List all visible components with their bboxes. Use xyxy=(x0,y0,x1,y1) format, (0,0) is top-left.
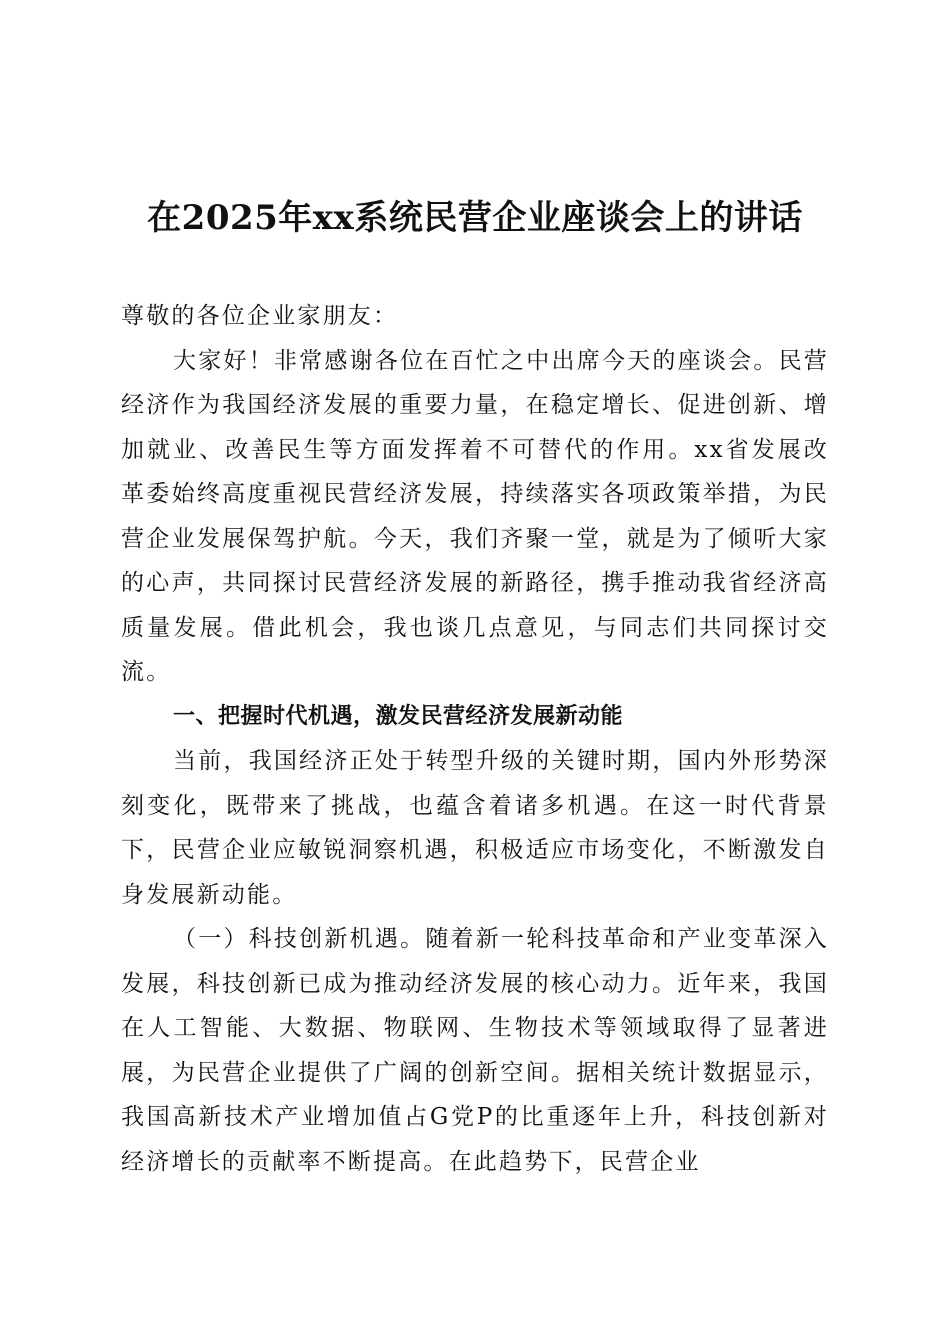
section-heading-1: 一、把握时代机遇，激发民营经济发展新动能 xyxy=(173,703,624,729)
salutation: 尊敬的各位企业家朋友： xyxy=(121,303,399,329)
document-title: 在2025年xx系统民营企业座谈会上的讲话 xyxy=(147,198,803,238)
paragraph-tech-innovation: （一）科技创新机遇。随着新一轮科技革命和产业变革深入发展，科技创新已成为推动经济发展的核心动力。近年来，我国在人工智能、大数据、物联网、生物技术等领域取得了显著进展，为民营企业提供了广阔的创新空间。据相关统计数据显示，我国高新技术产业增加值占G党P的比重逐年上升，科技创新对经济增长的贡献率不断提高。在此趋势下，民营企业 xyxy=(121,926,829,1175)
paragraph-opening: 大家好！非常感谢各位在百忙之中出席今天的座谈会。民营经济作为我国经济发展的重要力量，在稳定增长、促进创新、增加就业、改善民生等方面发挥着不可替代的作用。xx省发展改革委始终高度重视民营经济发展，持续落实各项政策举措，为民营企业发展保驾护航。今天，我们齐聚一堂，就是为了倾听大家的心声，共同探讨民营经济发展的新路径，携手推动我省经济高质量发展。借此机会，我也谈几点意见，与同志们共同探讨交流。 xyxy=(121,347,829,685)
paragraph-section-1-intro: 当前，我国经济正处于转型升级的关键时期，国内外形势深刻变化，既带来了挑战，也蕴含着诸多机遇。在这一时代背景下，民营企业应敏锐洞察机遇，积极适应市场变化，不断激发自身发展新动能。 xyxy=(121,748,829,908)
document-body xyxy=(121,294,829,1184)
